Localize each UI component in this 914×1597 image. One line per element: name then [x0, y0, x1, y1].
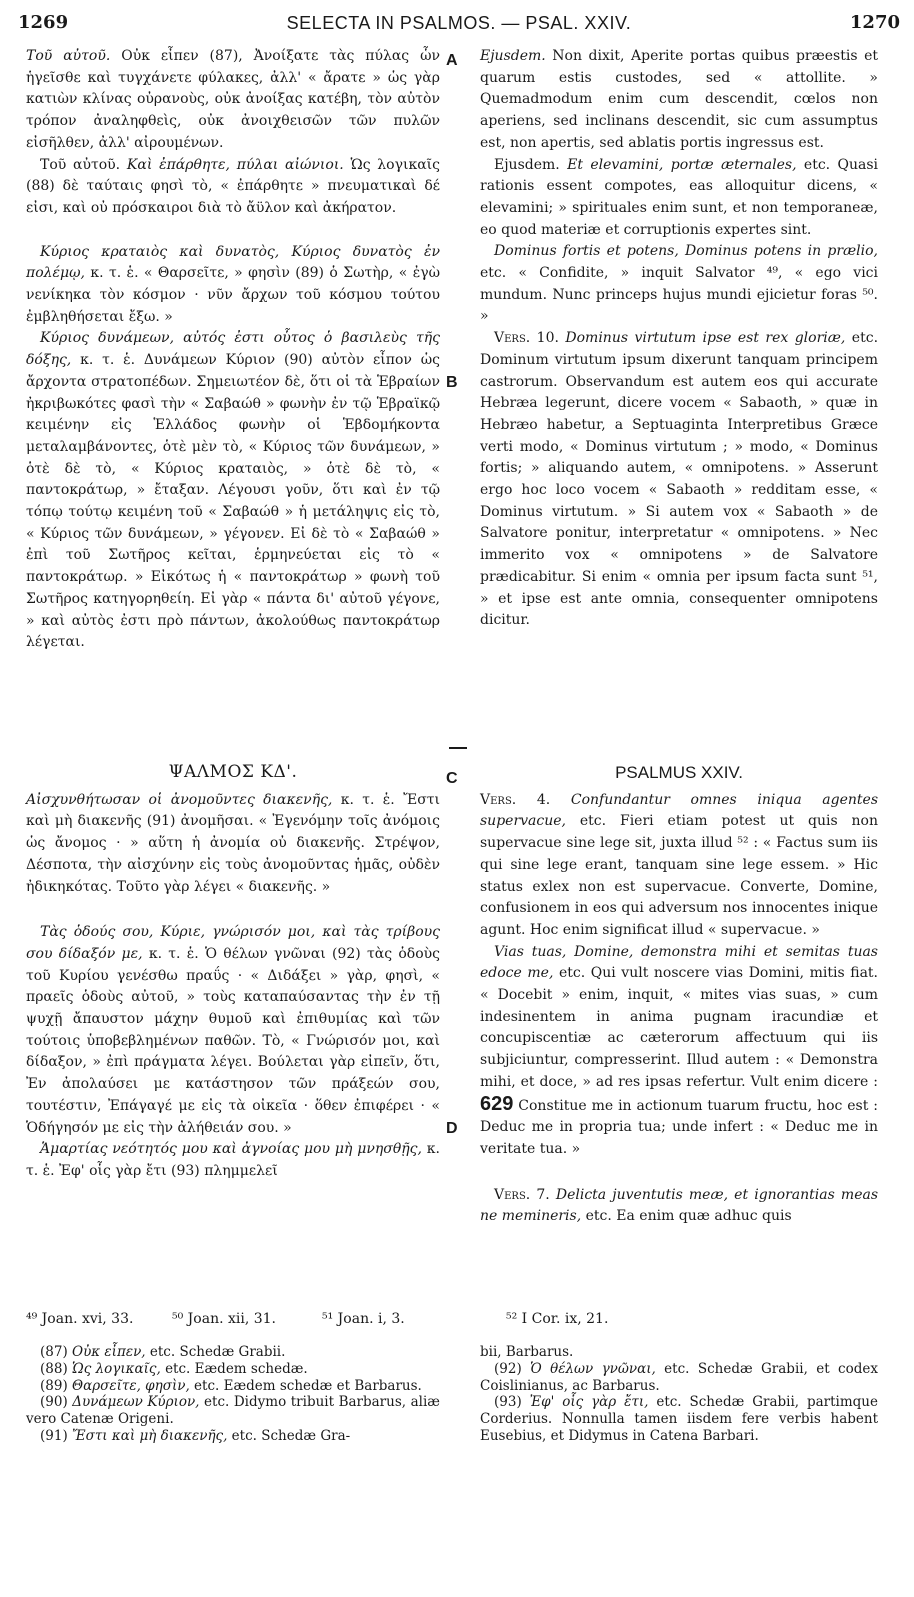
- footnote-lemma: Δυνάμεων Κύριον,: [72, 1394, 200, 1411]
- paragraph-text: etc. Qui vult noscere vias Domini, mitis fiat. « Docebit » enim, inquit, « mites vias suas, » cum indesinentem in anima pugnam iracundiæ et concupiscentiæ ac cæterorum affectuum qui iis subjiciuntur, compresserint. Illud autem : « Demonstra mihi, et doce, » ad res ipsas refertur. Vult enim dicere :: [480, 965, 878, 1090]
- greek-column-top: [26, 46, 440, 654]
- footnote-lemma: Ἔστι καὶ μὴ διακενῆς,: [72, 1427, 228, 1444]
- footnote-lemma: Οὐκ εἶπεν,: [72, 1344, 146, 1360]
- reference: ⁵⁰ Joan. xii, 31.: [172, 1311, 276, 1327]
- lemma: Ἁμαρτίας νεότητός μου καὶ ἀγνοίας μου μὴ μνησθῇς,: [40, 1141, 422, 1158]
- footnotes-left: [26, 1344, 440, 1445]
- lemma: Delicta juventutis meæ, et ignorantias meas ne memineris,: [480, 1186, 879, 1225]
- footnote-text: etc. Schedæ Grabii, et codex Coislinianus, ac Barbarus.: [480, 1360, 878, 1394]
- footnote-number: (93): [494, 1394, 530, 1411]
- paragraph: [26, 1139, 440, 1182]
- paragraph-text: Ὡς λογικαῖς (88) δὲ ταύταις φησὶ τὸ, « ἐπάρθητε » πνευματικαὶ δέ εἰσι, καὶ οὐ πρόσκαιροι διὰ τὸ ἄϋλον καὶ ἀκήρατον.: [26, 156, 440, 216]
- page-header: [18, 12, 900, 38]
- footnote-number: (88): [40, 1360, 73, 1377]
- footnote-text: etc. Schedæ Grabii.: [145, 1344, 286, 1360]
- paragraph: [26, 46, 440, 155]
- lemma: Αἰσχυνθήτωσαν οἱ ἀνομοῦντες διακενῆς,: [26, 791, 333, 808]
- margin-mark-a: A: [446, 52, 458, 69]
- paragraph-text: κ. τ. ἑ. Ἔστι καὶ μὴ διακενῆς (91) ἀνομῆσαι. « Ἐγενόμην τοῖς ἀνόμοις ὡς ἄνομος · » αὕτη ἡ ἀνομία οὐ διακενῆς. Στρέψον, Δέσποτα, τὴν αἰσχύνην εἰς τοὺς ἀνομοῦντας ἡμᾶς, οὐδὲν ἠδικηκότας. Τοῦτο γὰρ λέγει « διακενῆς. »: [26, 791, 440, 895]
- footnote-continuation: [480, 1344, 878, 1361]
- paragraph: [480, 155, 878, 242]
- column-divider-rule: [449, 747, 467, 749]
- reference: ⁵¹ Joan. i, 3.: [322, 1311, 405, 1327]
- footnote-text: etc. Schedæ Grabii, partimque Corderius. Nonnulla tamen iisdem fere verbis habent Eusebius, et Didymus in Catena Barbari.: [480, 1394, 878, 1444]
- lemma: Dominus fortis et potens, Dominus potens in prælio,: [494, 243, 878, 260]
- paragraph-text: etc. « Confidite, » inquit Salvator ⁴⁹, « ego vici mundum. Nunc princeps hujus mundi ejicietur foras ⁵⁰. »: [480, 265, 878, 325]
- footnote-lemma: Ἐφ' οἷς γὰρ ἔτι,: [529, 1394, 649, 1411]
- paragraph: [26, 155, 440, 220]
- paragraph: [26, 922, 440, 1139]
- footnote-number: (89): [40, 1377, 73, 1394]
- footnote-lemma: Ὁ θέλων γνῶναι,: [530, 1360, 656, 1377]
- footnote: [26, 1428, 440, 1445]
- lemma: Τοῦ αὐτοῦ.: [26, 48, 111, 64]
- margin-mark-d: D: [446, 1120, 458, 1137]
- paragraph: [26, 328, 440, 654]
- paragraph-text: κ. τ. ἑ. « Θαρσεῖτε, » φησὶν (89) ὁ Σωτὴρ, « ἐγὼ νενίκηκα τὸν κόσμον · νῦν ἄρχων τοῦ κόσμου τούτου ἐμβληθήσεται ἔξω. »: [26, 265, 440, 325]
- footnote-number: (90): [40, 1394, 73, 1411]
- margin-mark-b: B: [446, 374, 458, 391]
- page-number-left: 1269: [18, 12, 69, 33]
- footnote-text: etc. Eædem schedæ et Barbarus.: [189, 1377, 422, 1394]
- lemma: Confundantur omnes iniqua agentes supervacue,: [480, 791, 879, 830]
- lemma: Τὰς ὁδούς σου, Κύριε, γνώρισόν μοι, καὶ τὰς τρίβους σου δίδαξόν με,: [26, 924, 440, 962]
- column-number: 629: [480, 1092, 514, 1115]
- paragraph-text: etc. Ea enim quæ adhuc quis: [581, 1208, 792, 1225]
- margin-mark-c: C: [446, 770, 458, 787]
- paragraph-text: Οὐκ εἶπεν (87), Ἀνοίξατε τὰς πύλας ὧν ἡγεῖσθε καὶ τυγχάνετε φύλακες, ἀλλ' « ἄρατε » ὡς γὰρ κατιὼν κλίνας οὐρανοὺς, οὐκ ἀνοίξας κατέβη, τὸν αὐτὸν τρόπον ἀναληφθεὶς, οὐκ ἀνοιχθεισῶν τῶν πυλῶν εἰσῆλθεν, ἀλλ' αἰρουμένων.: [26, 48, 440, 151]
- footnote: [480, 1361, 878, 1395]
- verse-label: Vers. 10.: [494, 330, 566, 347]
- footnote-number: (91): [40, 1427, 73, 1444]
- lemma: Vias tuas, Domine, demonstra mihi et semitas tuas edoce me,: [480, 943, 878, 982]
- paragraph-text: Non dixit, Aperite portas quibus præestis et quarum estis custodes, sed « attollite. » Quemadmodum enim cum descendit, cœlos non aperiens, sed inclinans descendit, sic cum assumptus est, non apertis, sed ablatis portis ingressus est.: [480, 48, 878, 151]
- footnote: [480, 1394, 878, 1444]
- reference: ⁴⁹ Joan. xvi, 33.: [26, 1311, 134, 1327]
- paragraph-lead: Τοῦ αὐτοῦ.: [40, 156, 127, 173]
- paragraph-text: etc. Quasi rationis essent compotes, eas alloquitur dicens, « elevamini; » spirituales enim sunt, et non temporaneæ, eo quod materiæ et corruptionis expertes sint.: [480, 156, 879, 238]
- footnote-text: etc. Schedæ Gra-: [227, 1427, 351, 1444]
- section-title-greek: ΨΑΛΜΟΣ ΚΔ'.: [168, 762, 298, 782]
- footnote-number: (87): [40, 1344, 73, 1360]
- section-title-latin: PSALMUS XXIV.: [615, 763, 743, 782]
- lemma: Dominus virtutum ipse est rex gloriæ,: [565, 330, 846, 347]
- footnote-lemma: Ὡς λογικαῖς,: [72, 1360, 161, 1377]
- footnote-text: bii, Barbarus.: [480, 1344, 574, 1360]
- lemma: Καὶ ἐπάρθητε, πύλαι αἰώνιοι.: [126, 156, 344, 173]
- footnote: [26, 1378, 440, 1395]
- paragraph: [26, 790, 440, 899]
- scripture-references: [26, 1311, 886, 1335]
- footnote: [26, 1394, 440, 1428]
- paragraph: [480, 328, 878, 632]
- paragraph-text: κ. τ. ἑ. Ἐφ' οἷς γὰρ ἔτι (93) πλημμελεῖ: [26, 1141, 440, 1179]
- verse-label: Vers. 4.: [480, 791, 571, 808]
- paragraph: [480, 46, 878, 155]
- paragraph: [26, 242, 440, 329]
- paragraph: [480, 942, 878, 1161]
- greek-column-bottom: [26, 762, 440, 1183]
- paragraph-text: etc. Dominum virtutum ipsum dixerunt tanquam principem castrorum. Observandum est autem eos qui accurate Hebræa legerunt, dicere vocem « Sabaoth, » quæ in Hebræo habetur, a Septuaginta Interpretibus Græce verti modo, « Dominus virtutum ; » modo, « Dominus fortis; » aliquando autem, « omnipotens. » Asserunt ergo hoc loco vocem « Sabaoth » redditam esse, « Dominus virtutum. » Si autem vox « Sabaoth » de Salvatore ponitur, interpretatur « omnipotens. » Nec immerito vox « omnipotens » de Salvatore prædicabitur. Si enim « omnia per ipsum facta sunt ⁵¹, » et ipse est ante omnia, consequenter omnipotens dicitur.: [480, 330, 879, 629]
- lemma: Ejusdem.: [480, 48, 546, 64]
- running-title: SELECTA IN PSALMOS. — PSAL. XXIV.: [286, 13, 632, 33]
- latin-column-bottom: [480, 762, 878, 1228]
- lemma: Et elevamini, portæ æternales,: [567, 156, 797, 173]
- footnote: [26, 1361, 440, 1378]
- paragraph-text: κ. τ. ἑ. Ὁ θέλων γνῶναι (92) τὰς ὁδοὺς τοῦ Κυρίου γενέσθω πραΰς · « Διδάξει » γὰρ, φησὶ, « πραεῖς ὁδοὺς αὐτοῦ, » τοὺς καταπαύσαντας τὴν ἐν τῇ ψυχῇ ἄπαυστον μάχην θυμοῦ καὶ ἐπιθυμίας καὶ τῶν τούτοις ὑποβεβλημένων παθῶν. Τὸ, « Γνώρισόν μοι, καὶ δίδαξον, » ἐπὶ πράγματα λέγει. Βούλεται γὰρ εἰπεῖν, ὅτι, Ἐν ἀπολαύσει με κατάστησον τῶν πράξεών σου, τουτέστιν, Ἐπάγαγέ με εἰς τὰ οἰκεῖα · ὅθεν ἐπιφέρει · « Ὁδήγησόν με εἰς τὴν ἀλήθειάν σου. »: [26, 945, 440, 1136]
- lemma: Κύριος δυνάμεων, αὐτός ἐστι οὗτος ὁ βασιλεὺς τῆς δόξης,: [26, 330, 440, 369]
- paragraph-lead: Ejusdem.: [494, 156, 568, 173]
- paragraph-text: etc. Fieri etiam potest ut quis non supervacue sine lege sit, juxta illud ⁵² : « Factus sum iis qui sine lege erant, tanquam sine lege essem. » Hic status exlex non est supervacue. Converte, Domine, confusionem in eos qui adversum nos innocentes inique agunt. Hoc enim significat illud « supervacue. »: [480, 813, 878, 938]
- footnotes-right: [480, 1344, 878, 1445]
- lemma: Κύριος κραταιὸς καὶ δυνατὸς, Κύριος δυνατὸς ἐν πολέμῳ,: [26, 243, 440, 282]
- paragraph: [480, 1185, 878, 1228]
- verse-label: Vers. 7.: [494, 1186, 556, 1203]
- footnote-lemma: Θαρσεῖτε, φησὶν,: [72, 1377, 190, 1394]
- footnote-text: etc. Eædem schedæ.: [160, 1360, 308, 1377]
- paragraph: [480, 241, 878, 328]
- latin-column-top: [480, 46, 878, 632]
- paragraph-text: Constitue me in actionum tuarum fructu, hoc est : Deduc me in propria tua; unde infert : « Deduc me in veritate tua. »: [480, 1097, 878, 1157]
- paragraph: [480, 790, 878, 942]
- reference: ⁵² I Cor. ix, 21.: [506, 1311, 609, 1327]
- footnote: [26, 1344, 440, 1361]
- footnote-number: (92): [494, 1360, 531, 1377]
- paragraph-text: κ. τ. ἑ. Δυνάμεων Κύριον (90) αὐτὸν εἶπον ὡς ἄρχοντα στρατοπέδων. Σημειωτέον δὲ, ὅτι οἱ τὰ Ἑβραίων ἠκριβωκότες φασὶ τὴν « Σαβαώθ » φωνὴν ἐν τῷ Ἑβραϊκῷ κειμένην εἰς Ἑλλάδος φωνὴν οἱ Ἑβδομήκοντα μεταλαμβάνοντες, ὁτὲ μὲν τὸ, « Κύριος τῶν δυνάμεων, » ὁτὲ δὲ τὸ, « Κύριος κραταιὸς, » ὁτὲ δὲ τὸ, « παντοκράτωρ, » ἔταξαν. Λέγουσι γοῦν, ὅτι καὶ ἐν τῷ τόπῳ τούτῳ κειμένη τοῦ « Σαβαώθ » ἡ μετάληψις εἰς τὸ, « Κύριος τῶν δυνάμεων, » γέγονεν. Εἰ δὲ τὸ « Σαβαώθ » ἐπὶ τοῦ Σωτῆρος κεῖται, ἑρμηνεύεται εἰς τὸ « παντοκράτωρ. » Εἰκότως ἡ « παντοκράτωρ » φωνὴ τοῦ Σωτῆρος κατηγορηθείη. Εἰ γὰρ « πάντα δι' αὐτοῦ γέγονε, » καὶ αὐτὸς ἐστι πρὸ πάντων, ἀκολούθως παντοκράτωρ λέγεται.: [26, 352, 440, 651]
- footnote-text: etc. Didymo tribuit Barbarus, aliæ vero Catenæ Origeni.: [26, 1394, 440, 1428]
- page-number-right: 1270: [849, 12, 900, 33]
